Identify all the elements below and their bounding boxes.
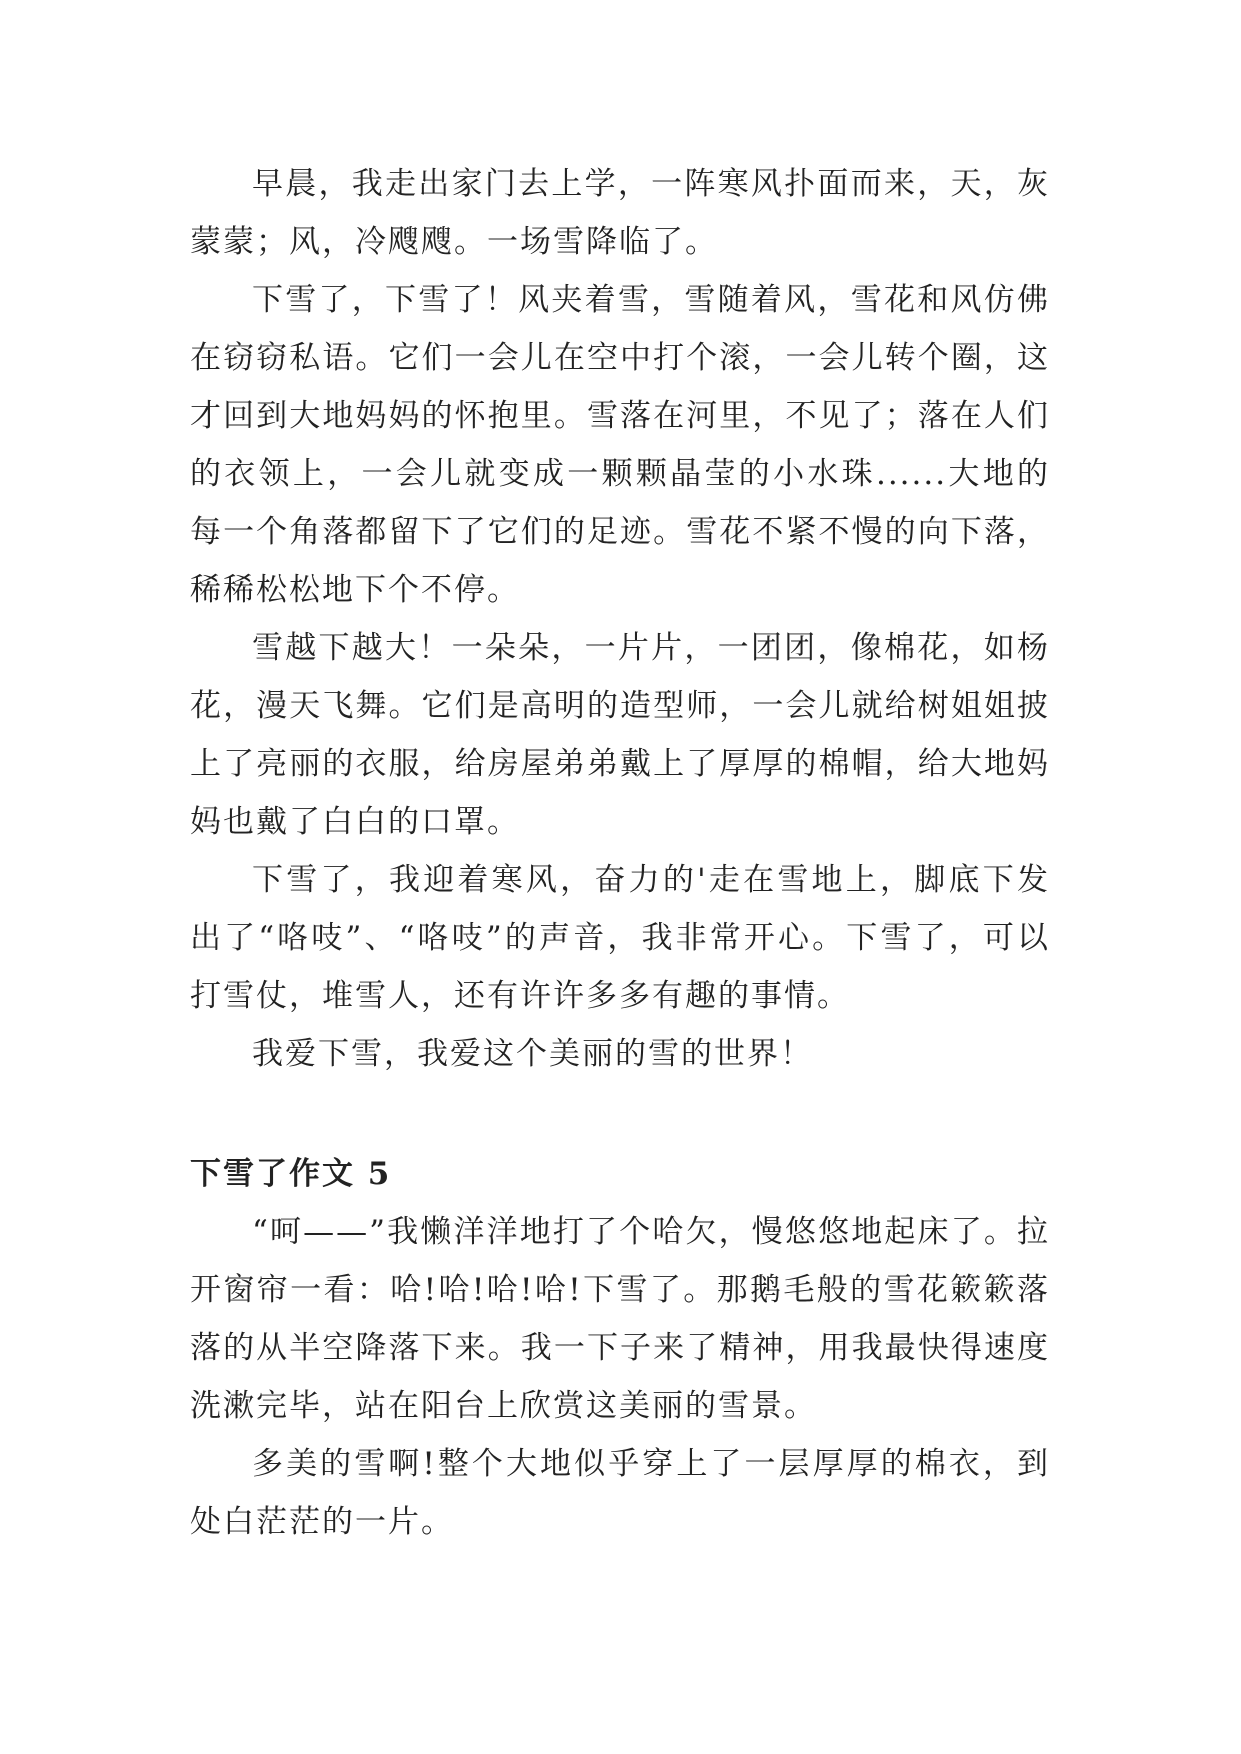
- paragraph-heavier-snow: 雪越下越大！一朵朵，一片片，一团团，像棉花，如杨花，漫天飞舞。它们是高明的造型师，一会儿就给树姐姐披上了亮丽的衣服，给房屋弟弟戴上了厚厚的棉帽，给大地妈妈也戴了白白的口罩。: [190, 630, 1050, 840]
- paragraph-beautiful-snow: 多美的雪啊!整个大地似乎穿上了一层厚厚的棉衣，到处白茫茫的一片。: [190, 1446, 1050, 1540]
- paragraph-snowing: 下雪了，下雪了！风夹着雪，雪随着风，雪花和风仿佛在窃窃私语。它们一会儿在空中打个滚，一会儿转个圈，这才回到大地妈妈的怀抱里。雪落在河里，不见了；落在人们的衣领上，一会儿就变成一颗颗晶莹的小水珠......大地的每一个角落都留下了它们的足迹。雪花不紧不慢的向下落，稀稀松松地下个不停。: [190, 282, 1050, 608]
- paragraph-waking-up: “呵——”我懒洋洋地打了个哈欠，慢悠悠地起床了。拉开窗帘一看：哈!哈!哈!哈!下雪了。那鹅毛般的雪花簌簌落落的从半空降落下来。我一下子来了精神，用我最快得速度洗漱完毕，站在阳台上欣赏这美丽的雪景。: [190, 1214, 1050, 1424]
- paragraph-love-snow: 我爱下雪，我爱这个美丽的雪的世界！: [252, 1036, 813, 1072]
- section-title: 下雪了作文 5: [190, 1156, 392, 1192]
- paragraph-morning: 早晨，我走出家门去上学，一阵寒风扑面而来，天，灰蒙蒙；风，冷飕飕。一场雪降临了。: [190, 166, 1050, 260]
- document-page: [190, 155, 1050, 1551]
- paragraph-walking: 下雪了，我迎着寒风，奋力的'走在雪地上，脚底下发出了“咯吱”、“咯吱”的声音，我非常开心。下雪了，可以打雪仗，堆雪人，还有许许多多有趣的事情。: [190, 862, 1050, 1014]
